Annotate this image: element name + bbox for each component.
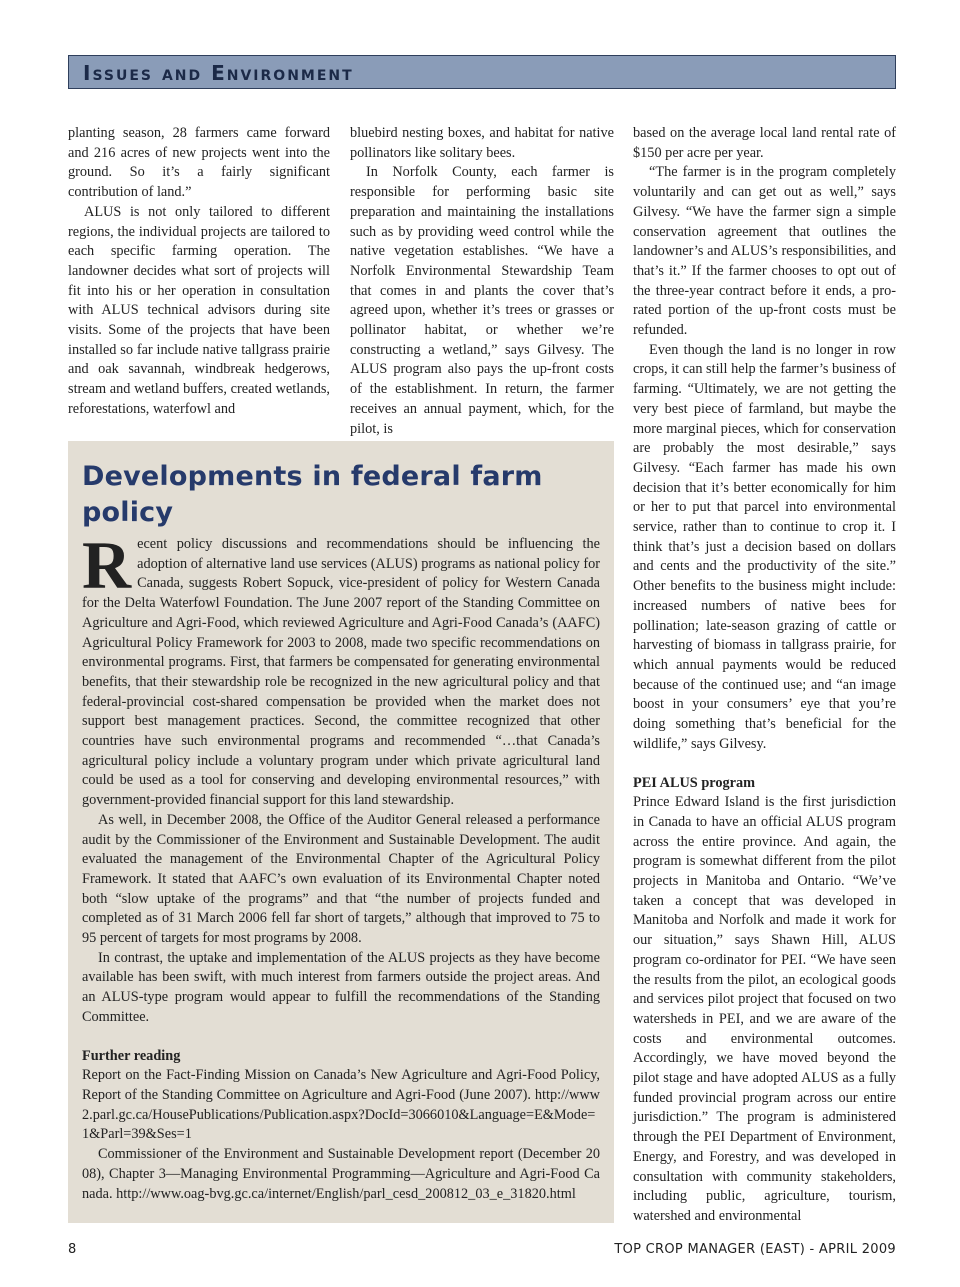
- sidebar-title: Developments in federal farm policy: [82, 461, 543, 528]
- sidebar-paragraph: As well, in December 2008, the Office of the Auditor General released a performance audit by the Commissioner of the Environment and Sustainable Development. The audit evaluated the management of the Environmental Chapter of the Agricultural Policy Framework. It stated that AAFC’s own evaluation of its Environmental Chapter noted both “slow uptake of the programs” and that “the number of projects funded and completed as of 31 March 2006 fell far short of targets,” although that improved to 75 to 95 percent of targets for most programs by 2008.: [82, 811, 600, 947]
- sidebar-paragraph: In contrast, the uptake and implementation of the ALUS projects as they have become available has been swift, with much interest from farmers outside the project areas. And an ALUS-type program would appear to fulfill the recommendations of the Standing Committee.: [82, 949, 600, 1025]
- sidebar-first-paragraph-text: ecent policy discussions and recommendations should be influencing the adoption of alternative land use services (ALUS) programs as national policy for Canada, suggests Robert Sopuck, vice-president of policy for Western Canada for the Delta Waterfowl Foundation. The June 2007 report of the Standing Committee on Agriculture and Agri-Food, which reviewed Agriculture and Agri-Food Canada’s (AAFC) Agricultural Policy Framework for 2003 to 2008, made two specific recommendations on environmental programs. First, that farmers be compensated for generating environmental benefits, that their stewardship role be recognized in the new agricultural policy and that federal-provincial cost-shared compensation be provided when the market does not support best management practices. Second, the committee recognized that other countries have such environmental programs and recommended “…that Canada’s agricultural policy include a voluntary program under which private agricultural land could be used as a tool for conserving and developing environmental resources,” with government-provided financial support for this land stewardship.: [82, 536, 600, 809]
- article-column-2: [350, 124, 614, 439]
- sidebar-box: [68, 441, 614, 1223]
- article-paragraph: bluebird nesting boxes, and habitat for native pollinators like solitary bees.: [350, 125, 614, 161]
- drop-cap: R: [82, 527, 132, 603]
- section-title: Issues and Environment: [83, 61, 354, 85]
- pei-subheading: PEI ALUS program: [633, 774, 756, 791]
- sidebar-body: [82, 527, 600, 1204]
- further-reading-heading: Further reading: [82, 1047, 181, 1064]
- page-number: 8: [68, 1242, 77, 1257]
- article-paragraph: “The farmer is in the program completely voluntarily and can get out as well,” says Gilvesy. “We have the farmer sign a simple conservation agreement that outlines the landowner’s and ALUS’s responsibilities, and that’s it.” If the farmer chooses to opt out of the three-year contract before it ends, a pro-rated portion of the up-front costs must be refunded.: [633, 164, 896, 339]
- sidebar-first-paragraph: [82, 527, 600, 811]
- article-column-3: [633, 124, 896, 1227]
- article-paragraph: planting season, 28 farmers came forward and 216 acres of new projects went into the ground. So it’s a fairly significant contribution of land.”: [68, 125, 330, 201]
- article-paragraph: Prince Edward Island is the first jurisdiction in Canada to have an official ALUS program across the entire province. And again, the program is somewhat different from the pilot projects in Manitoba and Ontario. “We’ve taken a concept that was developed in Manitoba and Norfolk and made it work for our situation,” says Shawn Hill, ALUS program co-ordinator for PEI. “We have seen the results from the pilot, an ecological goods and services pilot project that focused on two watersheds in PEI, and we are aware of the costs and environmental outcomes. Accordingly, we have moved beyond the pilot stage and have adopted ALUS as a fully funded provincial program across our entire jurisdiction.” The program is administered through the PEI Department of Environment, Energy, and Forestry, and was developed in consultation with community stakeholders, including public, agriculture, tourism, watershed and environmental: [633, 794, 896, 1224]
- article-paragraph: Even though the land is no longer in row crops, it can still help the farmer’s business of farming. “Ultimately, we are not getting the very best piece of farmland, but maybe the more marginal pieces, which for conservation are probably the most desirable,” says Gilvesy. “Each farmer has made his own decision that it’s better economically for him or her to put that parcel into environmental service, rather than to continue to crop it. I think that’s just a decision based on dollars and cents and the productivity of the site.” Other benefits to the business might include: increased numbers of native bees for pollination; late-season grazing of cattle or harvesting of biomass in tallgrass prairie, for which annual payments would be reduced because of the continued use; and “an image boost in your consumers’ eye that you’re doing something that’s beneficial for the wildlife,” says Gilvesy.: [633, 341, 896, 752]
- publication-footer: TOP CROP MANAGER (EAST) - APRIL 2009: [614, 1242, 896, 1257]
- article-column-1: [68, 124, 330, 420]
- further-reading-item: Report on the Fact-Finding Mission on Canada’s New Agriculture and Agri-Food Policy, Report of the Standing Committee on Agriculture and Agri-Food (June 2007). http://www2.parl.gc.ca/HousePublications/Publication.aspx?DocId=3066010&Language=E&Mode=1&Parl=39&Ses=1: [82, 1067, 600, 1143]
- article-paragraph: In Norfolk County, each farmer is responsible for performing basic site preparation and maintaining the installations such as by providing weed control while the native vegetation establishes. “We have a Norfolk Environmental Stewardship Team that comes in and plants the cover that’s agreed upon, whether it’s trees or grasses or pollinator habitat, or whether we’re constructing a wetland,” says Gilvesy. The ALUS program also pays the up-front costs of the establishment. In return, the farmer receives an annual payment, which, for the pilot, is: [350, 164, 614, 437]
- article-paragraph: ALUS is not only tailored to different regions, the individual projects are tailored to each specific farming operation. The landowner decides what sort of projects will fit into his or her operation in consultation with ALUS technical advisors during site visits. Some of the projects that have been installed so far include native tallgrass prairie and oak savannah, windbreak hedgerows, stream and wetland buffers, created wetlands, reforestations, waterfowl and: [68, 203, 330, 417]
- section-header-bar: [68, 55, 896, 89]
- article-paragraph: based on the average local land rental rate of $150 per acre per year.: [633, 125, 896, 161]
- further-reading-item: Commissioner of the Environment and Sustainable Development report (December 2008), Chapter 3—Managing Environmental Programming—Agriculture and Agri-Food Canada. http://www.oag-bvg.gc.ca/internet/English/parl_cesd_200812_03_e_31820.html: [82, 1146, 600, 1202]
